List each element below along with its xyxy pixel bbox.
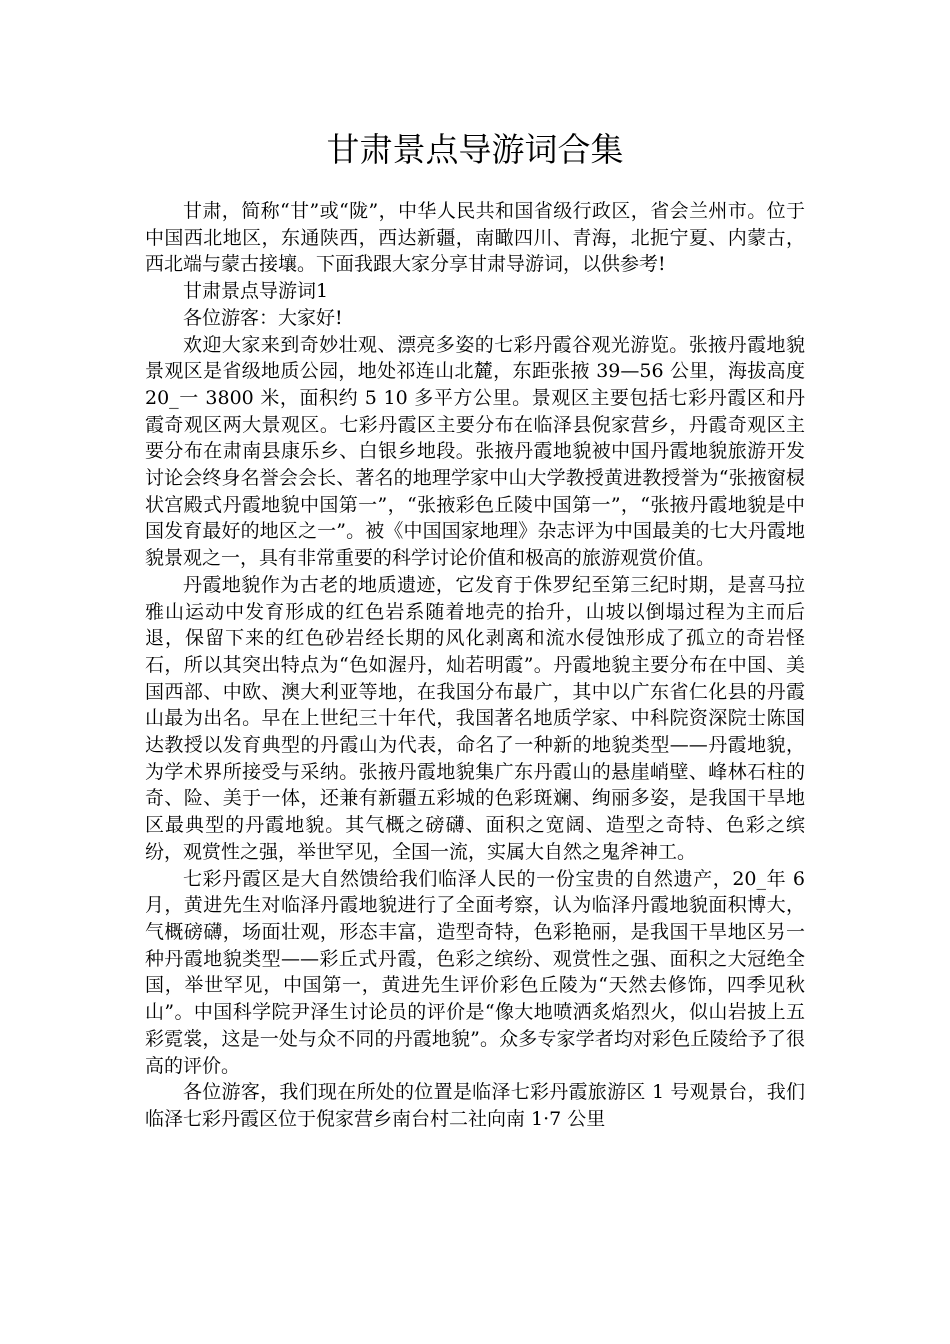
paragraph-greeting: 各位游客：大家好! — [183, 306, 343, 329]
document-title: 甘肃景点导游词合集 — [326, 130, 624, 169]
paragraph-viewing-platform: 各位游客，我们现在所处的位置是临泽七彩丹霞旅游区 1 号观景台，我们临泽七彩丹霞区位于倪家营乡南台村二社向南 1·7 公里 — [145, 1081, 805, 1130]
paragraph-danxia-landform: 丹霞地貌作为古老的地质遗迹，它发育于侏罗纪至第三纪时期，是喜马拉雅山运动中发育形成的红色岩系随着地壳的抬升，山坡以倒塌过程为主而后退，保留下来的红色砂岩经长期的风化剥离和流水侵蚀形成了孤立的奇岩怪石，所以其突出特点为“色如渥丹，灿若明霞”。丹霞地貌主要分布在中国、美国西部、中欧、澳大利亚等地，在我国分布最广，其中以广东省仁化县的丹霞山最为出名。早在上世纪三十年代，我国著名地质学家、中科院资深院士陈国达教授以发育典型的丹霞山为代表，命名了一种新的地貌类型——丹霞地貌，为学术界所接受与采纳。张掖丹霞地貌集广东丹霞山的悬崖峭壁、峰林石柱的奇、险、美于一体，还兼有新疆五彩城的色彩斑斓、绚丽多姿，是我国干旱地区最典型的丹霞地貌。其气概之磅礴、面积之宽阔、造型之奇特、色彩之缤纷，观赏性之强，举世罕见，全国一流，实属大自然之鬼斧神工。 — [145, 573, 805, 863]
paragraph-intro: 甘肃，简称“甘”或“陇”，中华人民共和国省级行政区，省会兰州市。位于中国西北地区，东通陕西，西达新疆，南瞰四川、青海，北扼宁夏、内蒙古，西北端与蒙古接壤。下面我跟大家分享甘肃导游词，以供参考! — [145, 200, 805, 276]
paragraph-qicai-danxia: 七彩丹霞区是大自然馈给我们临泽人民的一份宝贵的自然遗产，20_年 6 月，黄进先生对临泽丹霞地貌进行了全面考察，认为临泽丹霞地貌面积博大，气概磅礴，场面壮观，形态丰富，造型奇特，色彩艳丽，是我国干旱地区另一种丹霞地貌类型——彩丘式丹霞，色彩之缤纷、观赏性之强、面积之大冠绝全国，举世罕见，中国第一，黄进先生评价彩色丘陵为“天然去修饰，四季见秋山”。中国科学院尹泽生讨论员的评价是“像大地喷洒炙焰烈火，似山岩披上五彩霓裳，这是一处与众不同的丹霞地貌”。众多专家学者均对彩色丘陵给予了很高的评价。 — [145, 867, 805, 1077]
document-body — [145, 198, 805, 1133]
paragraph-welcome: 欢迎大家来到奇妙壮观、漂亮多姿的七彩丹霞谷观光游览。张掖丹霞地貌景观区是省级地质公园，地处祁连山北麓，东距张掖 39—56 公里，海拔高度 20_一 3800 米，面积约 5 10 多平方公里。景观区主要包括七彩丹霞区和丹霞奇观区两大景观区。七彩丹霞区主要分布在临泽县倪家营乡，丹霞奇观区主要分布在肃南县康乐乡、白银乡地段。张掖丹霞地貌被中国丹霞地貌旅游开发讨论会终身名誉会会长、著名的地理学家中山大学教授黄进教授誉为“张掖窗棂状宫殿式丹霞地貌中国第一”，“张掖彩色丘陵中国第一”，“张掖丹霞地貌是中国发育最好的地区之一”。被《中国国家地理》杂志评为中国最美的七大丹霞地貌景观之一，具有非常重要的科学讨论价值和极高的旅游观赏价值。 — [145, 333, 805, 570]
paragraph-section-heading: 甘肃景点导游词1 — [183, 280, 329, 303]
